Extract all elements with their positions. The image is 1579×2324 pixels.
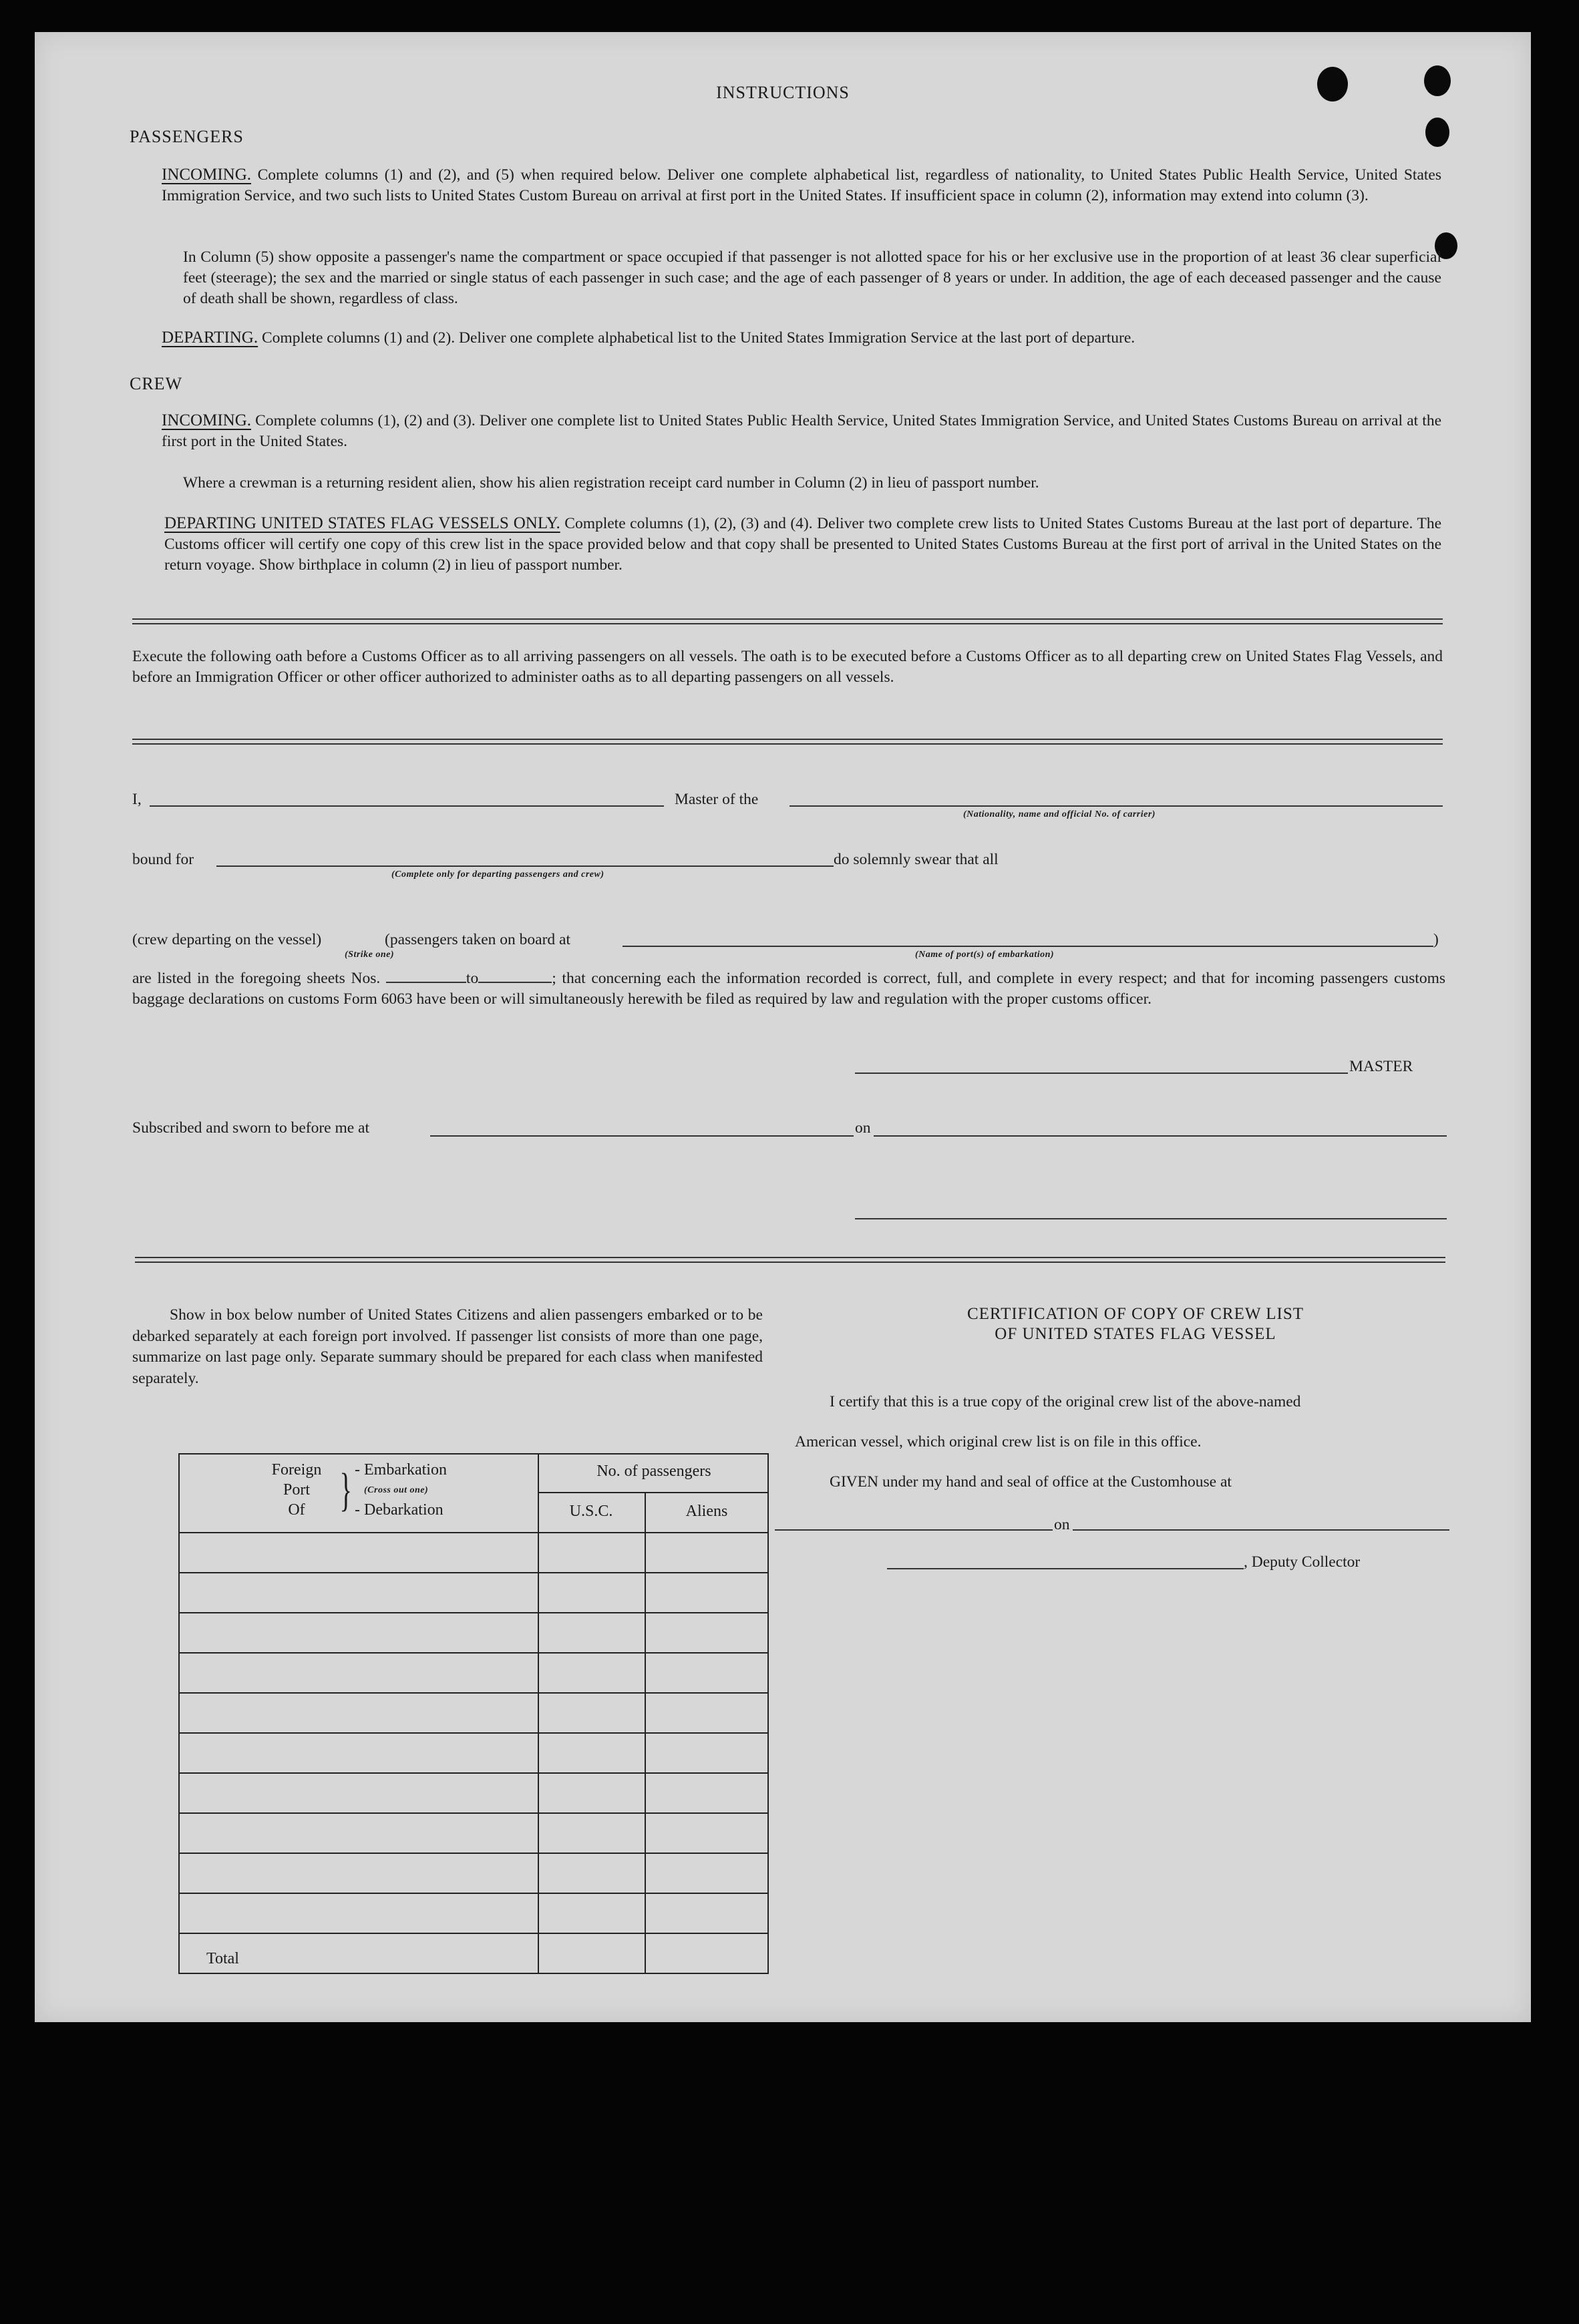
oath-master-of: Master of the (675, 791, 759, 808)
oath-swear: do solemnly swear that all (834, 851, 999, 868)
header-usc: U.S.C. (569, 1503, 613, 1520)
nationality-caption: (Nationality, name and official No. of carrier) (963, 809, 1156, 819)
master-name-field[interactable] (150, 805, 664, 807)
crew-incoming-text: Complete columns (1), (2) and (3). Deliver one complete list to United States Public Health Service, United States Immigration Service, and United States Customs Bureau on arrival at the first port in the United States. (162, 412, 1441, 450)
passengers-incoming-paragraph (162, 164, 1441, 206)
crew-departing-label: DEPARTING UNITED STATES FLAG VESSELS ONLY. (164, 514, 560, 532)
header-port: Port (283, 1481, 310, 1499)
page-title: INSTRUCTIONS (716, 83, 850, 102)
form-page (35, 32, 1531, 2022)
oath-subscribed: Subscribed and sworn to before me at (132, 1119, 370, 1137)
officer-signature-field[interactable] (855, 1218, 1447, 1219)
oath-listed-text: are listed in the foregoing sheets Nos. (132, 970, 381, 987)
section-divider (132, 739, 1443, 745)
header-cross-out: (Cross out one) (364, 1485, 429, 1495)
oath-to-label: to (466, 970, 479, 987)
oath-instructions: Execute the following oath before a Customs Officer as to all arriving passengers on all vessels. The oath is to be executed before a Customs Officer as to all departing crew on United States Flag Vessels, and before an Immigration Officer or other officer authorized to administer oaths as to all departing passengers on all vessels. (132, 648, 1443, 686)
passengers-heading: PASSENGERS (130, 127, 244, 146)
crew-incoming-label: INCOMING. (162, 411, 252, 429)
given-line: GIVEN under my hand and seal of office at the Customhouse at (830, 1473, 1232, 1491)
oath-close-paren: ) (1433, 931, 1439, 948)
crew-resident-paragraph: Where a crewman is a returning resident alien, show his alien registration receipt card number in Column (2) in lieu of passport number. (183, 474, 1039, 492)
certification-heading-line2: OF UNITED STATES FLAG VESSEL (995, 1325, 1276, 1343)
embarkation-ports-field[interactable] (623, 946, 1433, 947)
crew-departing-text: Complete columns (1), (2), (3) and (4). Deliver two complete crew lists to United States Customs Bureau at the last port of departure. The Customs officer will certify one copy of this crew list in the space provided below and that copy shall be presented to United States Customs Bureau at the first port of arrival in the United States on the return voyage. Show birthplace in column (2) in lieu of passport number. (164, 515, 1442, 574)
header-aliens: Aliens (685, 1503, 728, 1520)
section-divider (132, 618, 1443, 624)
oath-crew-departing: (crew departing on the vessel) (132, 931, 322, 948)
carrier-field[interactable] (790, 805, 1443, 807)
header-embarkation: - Embarkation (355, 1461, 447, 1479)
punch-hole (1425, 118, 1449, 147)
strike-one-caption: (Strike one) (345, 950, 395, 960)
header-debarkation: - Debarkation (355, 1501, 444, 1519)
master-signature-field[interactable] (855, 1073, 1348, 1074)
oath-i-label: I, (132, 791, 142, 808)
oath-on-label: on (855, 1119, 871, 1137)
summary-instructions: Show in box below number of United States Citizens and alien passengers embarked or to be debarked separately at each foreign port involved. If passenger list consists of more than one page, summarize on last page only. Separate summary should be prepared for each class when manifested separately. (132, 1306, 763, 1387)
passengers-departing-text: Complete columns (1) and (2). Deliver one complete alphabetical list to the United States Immigration Service at the last port of departure. (262, 329, 1135, 347)
bound-caption: (Complete only for departing passengers and crew) (391, 869, 604, 880)
ports-caption: (Name of port(s) of embarkation) (915, 950, 1055, 960)
header-foreign: Foreign (271, 1461, 322, 1479)
brace-icon: } (339, 1465, 353, 1516)
header-no-of-passengers: No. of passengers (596, 1463, 711, 1480)
certification-on-label: on (1054, 1516, 1070, 1533)
oath-concerning-text: ; that concerning each the information recorded is correct, full, and complete in every respect; and that for incoming passengers customs baggage declarations on customs Form 6063 have been or will simultaneously herewith be filed as required by law and regulation with the proper customs officer. (132, 970, 1445, 1008)
sheet-to-field[interactable] (478, 970, 552, 983)
sworn-date-field[interactable] (874, 1135, 1447, 1137)
crew-departing-paragraph (164, 513, 1441, 576)
oath-bound-for: bound for (132, 851, 194, 868)
certification-heading-line1: CERTIFICATION OF COPY OF CREW LIST (967, 1305, 1304, 1323)
header-of: Of (288, 1501, 305, 1519)
passengers-departing-label: DEPARTING. (162, 329, 258, 347)
oath-passengers-on-board: (passengers taken on board at (385, 931, 570, 948)
master-label: MASTER (1349, 1058, 1413, 1075)
passenger-summary-table (178, 1453, 769, 1974)
passengers-column5-paragraph: In Column (5) show opposite a passenger's name the compartment or space occupied if that passenger is not allotted space for his or her exclusive use in the proportion of at least 36 clear superficial feet (steerage); the sex and the married or single status of each passenger in such case; and the age of each passenger of 8 years or under. In addition, the age of each deceased passenger and the cause of death shall be shown, regardless of class. (183, 248, 1441, 307)
customhouse-location-field[interactable] (775, 1529, 1053, 1531)
certify-line2: American vessel, which original crew list is on file in this office. (795, 1433, 1202, 1450)
deputy-collector-label: , Deputy Collector (1244, 1553, 1361, 1571)
sheet-from-field[interactable] (386, 970, 466, 983)
certify-line1: I certify that this is a true copy of the original crew list of the above-named (830, 1393, 1301, 1410)
sworn-location-field[interactable] (430, 1135, 854, 1137)
deputy-signature-field[interactable] (887, 1568, 1244, 1569)
passengers-departing-paragraph (162, 327, 1441, 349)
passengers-incoming-text: Complete columns (1) and (2), and (5) when required below. Deliver one complete alphabetical list, regardless of nationality, to United States Public Health Service, United States Immigration Service, and two such lists to United States Custom Bureau on arrival at first port in the United States. If insufficient space in column (2), information may extend into column (3). (162, 166, 1442, 204)
oath-listed-paragraph (132, 968, 1445, 1010)
crew-heading: CREW (130, 374, 183, 393)
passengers-incoming-label: INCOMING. (162, 166, 252, 184)
crew-incoming-paragraph (162, 410, 1441, 452)
bound-for-field[interactable] (216, 865, 834, 867)
certification-date-field[interactable] (1073, 1529, 1449, 1531)
total-label: Total (206, 1950, 239, 1967)
section-divider (135, 1257, 1445, 1263)
